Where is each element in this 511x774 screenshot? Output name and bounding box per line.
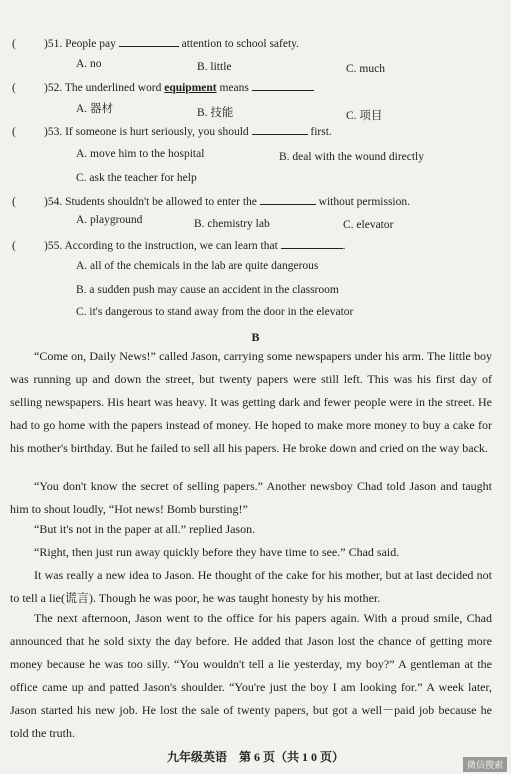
answer-paren[interactable]: ( [12, 196, 16, 208]
option-b: B. 技能 [197, 107, 234, 119]
option-b: B. a sudden push may cause an accident in the classroom [76, 284, 339, 296]
answer-blank [252, 124, 308, 135]
answer-paren[interactable]: ( [12, 126, 16, 138]
question-55: ( )55. According to the instruction, we can learn that . [12, 240, 346, 252]
question-54: ( )54. Students shouldn't be allowed to enter the without permission. [12, 196, 411, 208]
page-footer: 九年级英语 第 6 页（共 1 0 页） [166, 750, 344, 764]
option-c: C. ask the teacher for help [76, 172, 197, 184]
option-a: A. move him to the hospital [76, 148, 205, 160]
option-a: A. 器材 [76, 103, 114, 115]
section-heading: B [251, 330, 260, 344]
option-b: B. deal with the wound directly [279, 151, 424, 163]
passage-paragraph: “Right, then just run away quickly before they have time to see.” Chad said. [34, 545, 400, 559]
option-c: C. elevator [343, 219, 394, 231]
passage-paragraph: “Come on, Daily News!” called Jason, carrying some newspapers under his arm. The little boy was running up and down the street, but twenty papers were still left. This was his first day of selling newspapers. His heart was heavy. It was getting dark and fewer people were in the street. He had to go home with the papers instead of money. He hoped to make more money to buy a cake for his mother's birthday. But he failed to sell all his papers. He broke down and cried on the way back. [10, 349, 492, 455]
passage-paragraph: The next afternoon, Jason went to the office for his papers again. With a proud smile, Chad announced that he sold sixty the day before. He added that Jason lost the chance of getting more money because he was too silly. “You wouldn't tell a lie yesterday, my boy?” A gentleman at the office came up and patted Jason's shoulder. “You're just the boy I am looking for.” A week later, Jason started his new job. He lost the sale of twenty papers, but got a well－paid job because he told the truth. [10, 611, 492, 740]
option-b: B. little [197, 61, 232, 73]
passage-paragraph: “But it's not in the paper at all.” replied Jason. [34, 522, 256, 536]
watermark: 微信搜索 [463, 757, 507, 772]
passage-paragraph: It was really a new idea to Jason. He thought of the cake for his mother, but at last decided not to tell a lie(谎言). Though he was poor, he was taught honesty by his mother. [10, 568, 492, 605]
question-51: ( )51. People pay attention to school safety. [12, 38, 300, 50]
question-52: ( )52. The underlined word equipment means [12, 80, 314, 94]
answer-paren[interactable]: ( [12, 82, 16, 94]
option-c: C. 项目 [346, 110, 383, 122]
answer-paren[interactable]: ( [12, 240, 16, 252]
option-b: B. chemistry lab [194, 218, 270, 230]
answer-blank [260, 194, 316, 205]
answer-blank [252, 80, 314, 91]
answer-paren[interactable]: ( [12, 38, 16, 50]
answer-blank [281, 238, 343, 249]
answer-blank [119, 36, 179, 47]
option-c: C. much [346, 63, 385, 75]
option-a: A. all of the chemicals in the lab are quite dangerous [76, 260, 319, 272]
underlined-word: equipment [164, 82, 217, 94]
option-a: A. no [76, 58, 102, 70]
question-53: ( )53. If someone is hurt seriously, you should first. [12, 126, 332, 138]
option-c: C. it's dangerous to stand away from the door in the elevator [76, 306, 354, 318]
passage-paragraph: “You don't know the secret of selling papers.” Another newsboy Chad told Jason and taught him to shout loudly, “Hot news! Bomb bursting!” [10, 479, 492, 516]
option-a: A. playground [76, 214, 143, 226]
